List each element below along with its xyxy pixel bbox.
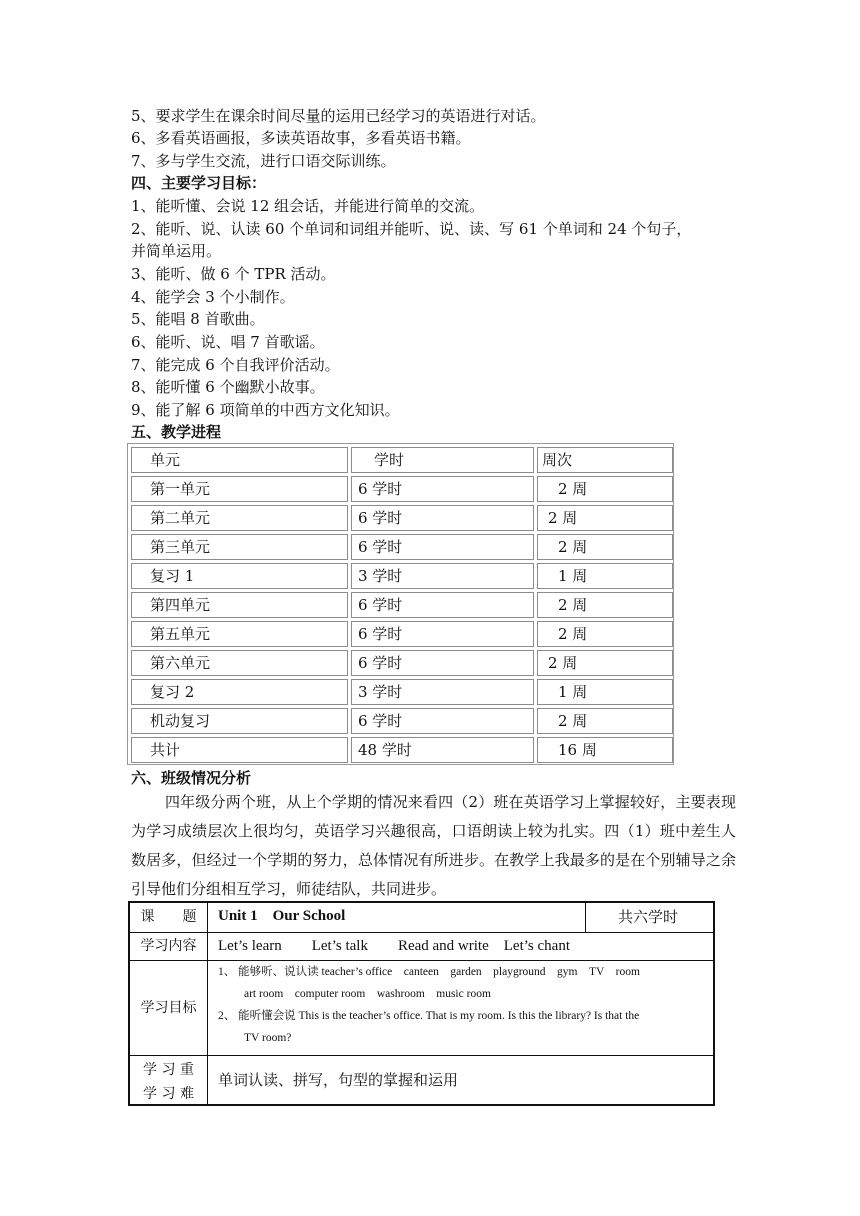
hours-cell: 6 学时 xyxy=(351,621,534,647)
label-key-points xyxy=(130,1056,208,1104)
goal-item: 2、能听、说、认读 60 个单词和词组并能听、说、读、写 61 个单词和 24 个句子， xyxy=(131,220,692,238)
table-row xyxy=(131,505,670,531)
hours-cell: 6 学时 xyxy=(351,708,534,734)
label-goals: 学习目标 xyxy=(130,961,208,1055)
weeks-cell: 2 周 xyxy=(537,708,673,734)
header-cell: 单元 xyxy=(131,447,348,473)
unit-cell: 第一单元 xyxy=(131,476,348,502)
unit-cell: 共计 xyxy=(131,737,348,763)
section5-heading: 五、教学进程 xyxy=(131,423,222,441)
weeks-cell: 2 周 xyxy=(537,650,673,676)
goal-item: 3、能听、做 6 个 TPR 活动。 xyxy=(131,265,336,283)
weeks-cell: 1 周 xyxy=(537,563,673,589)
header-cell: 学时 xyxy=(351,447,534,473)
lesson-title: Unit 1 Our School xyxy=(218,908,346,924)
label-content: 学习内容 xyxy=(130,933,208,960)
table-row xyxy=(131,621,670,647)
unit-cell: 复习 1 xyxy=(131,563,348,589)
goal-item: 8、能听懂 6 个幽默小故事。 xyxy=(131,378,325,396)
schedule-table xyxy=(127,443,674,765)
hours-cell: 6 学时 xyxy=(351,534,534,560)
goal-item: 7、能完成 6 个自我评价活动。 xyxy=(131,356,340,374)
lesson-plan-table xyxy=(128,901,715,1106)
header-cell: 周次 xyxy=(537,447,673,473)
lesson-content: Let’s learn Let’s talk Read and write Let’s chant xyxy=(218,938,570,954)
unit-cell: 复习 2 xyxy=(131,679,348,705)
hours-cell: 48 学时 xyxy=(351,737,534,763)
goal-line: 2、 能听懂会说 This is the teacher’s office. That is my room. Is this the library? Is that the xyxy=(218,1010,640,1022)
goal-line: 1、 能够听、说认读 teacher’s office canteen garden playground gym TV room xyxy=(218,966,640,978)
label-title: 课 题 xyxy=(130,903,208,932)
unit-cell: 机动复习 xyxy=(131,708,348,734)
weeks-cell: 2 周 xyxy=(537,505,673,531)
weeks-cell: 2 周 xyxy=(537,476,673,502)
hours-cell: 6 学时 xyxy=(351,592,534,618)
goal-item: 1、能听懂、会说 12 组会话，并能进行简单的交流。 xyxy=(131,197,485,215)
table-row xyxy=(131,592,670,618)
goal-item: 5、能唱 8 首歌曲。 xyxy=(131,310,265,328)
table-row xyxy=(131,534,670,560)
goal-item: 6、能听、说、唱 7 首歌谣。 xyxy=(131,333,325,351)
class-analysis-paragraph: 四年级分两个班，从上个学期的情况来看四（2）班在英语学习上掌握较好，主要表现为学习成绩层次上很均匀，英语学习兴趣很高，口语朗读上较为扎实。四（1）班中差生人数居多，但经过一个学期的努力，总体情况有所进步。在教学上我最多的是在个别辅导之余引导他们分组相互学习，师徒结队，共同进步。 xyxy=(131,793,736,898)
goal-item: 9、能了解 6 项简单的中西方文化知识。 xyxy=(131,401,400,419)
hours-cell: 6 学时 xyxy=(351,650,534,676)
goals-cell xyxy=(218,961,708,1055)
section4-heading: 四、主要学习目标： xyxy=(131,174,267,192)
weeks-cell: 2 周 xyxy=(537,534,673,560)
table-row xyxy=(131,563,670,589)
unit-cell: 第六单元 xyxy=(131,650,348,676)
table-row xyxy=(131,476,670,502)
intro-item: 7、多与学生交流，进行口语交际训练。 xyxy=(131,152,396,170)
label-key-line: 学 习 重 xyxy=(143,1062,194,1078)
unit-cell: 第四单元 xyxy=(131,592,348,618)
table-row xyxy=(131,708,670,734)
hours-cell: 6 学时 xyxy=(351,505,534,531)
unit-cell: 第五单元 xyxy=(131,621,348,647)
table-row xyxy=(131,679,670,705)
lesson-hours: 共六学时 xyxy=(618,908,679,926)
table-row xyxy=(131,650,670,676)
goal-line: TV room? xyxy=(244,1032,292,1044)
key-points-text: 单词认读、拼写，句型的掌握和运用 xyxy=(218,1071,459,1089)
goal-item: 并简单运用。 xyxy=(131,242,222,260)
label-key-line: 学 习 难 xyxy=(143,1086,194,1102)
hours-cell: 3 学时 xyxy=(351,679,534,705)
table-header-row xyxy=(131,447,670,473)
unit-cell: 第三单元 xyxy=(131,534,348,560)
goal-line: art room computer room washroom music room xyxy=(244,988,491,1000)
weeks-cell: 1 周 xyxy=(537,679,673,705)
weeks-cell: 16 周 xyxy=(537,737,673,763)
hours-cell: 3 学时 xyxy=(351,563,534,589)
intro-item: 6、多看英语画报，多读英语故事，多看英语书籍。 xyxy=(131,129,471,147)
unit-cell: 第二单元 xyxy=(131,505,348,531)
hours-cell: 6 学时 xyxy=(351,476,534,502)
table-row xyxy=(131,737,670,763)
weeks-cell: 2 周 xyxy=(537,592,673,618)
goal-item: 4、能学会 3 个小制作。 xyxy=(131,288,295,306)
intro-item: 5、要求学生在课余时间尽量的运用已经学习的英语进行对话。 xyxy=(131,107,546,125)
section6-heading: 六、班级情况分析 xyxy=(131,769,252,787)
weeks-cell: 2 周 xyxy=(537,621,673,647)
